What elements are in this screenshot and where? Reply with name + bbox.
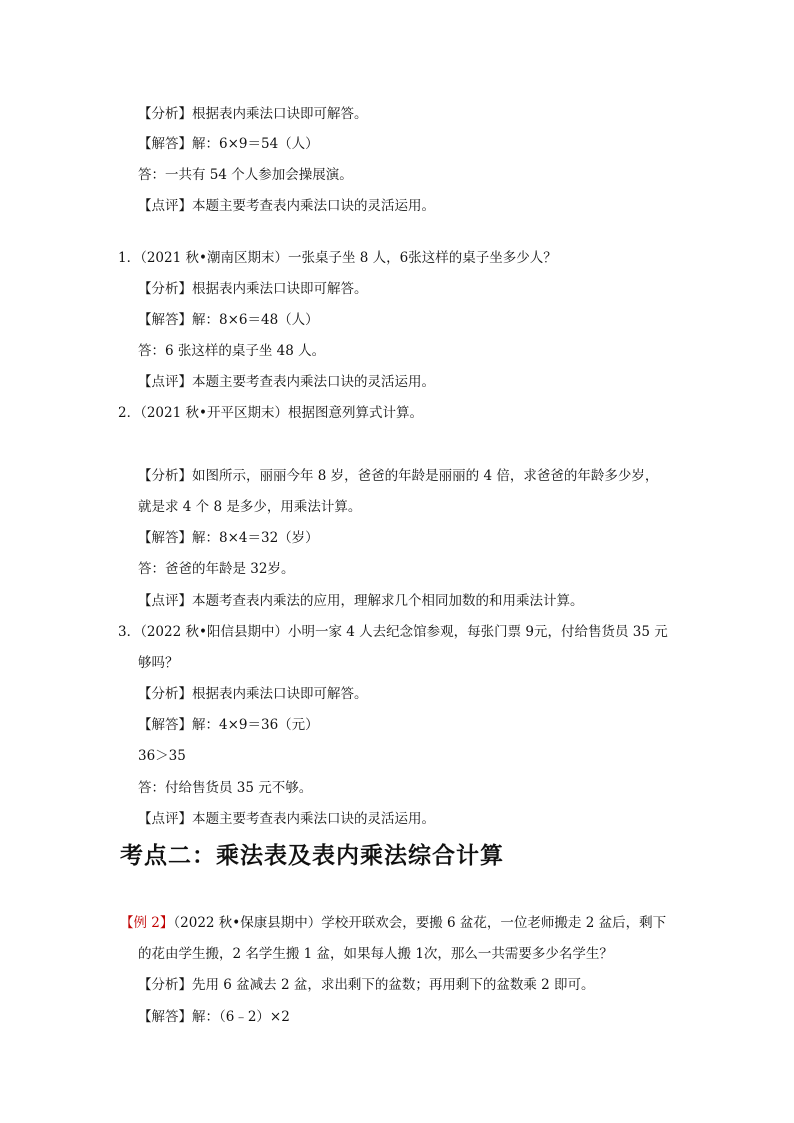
question-1-stem: 1．（2021 秋•潮南区期末）一张桌子坐 8 人，6张这样的桌子坐多少人？ <box>118 250 557 266</box>
example-stem-text: （2022 秋•保康县期中）学校开联欢会，要搬 6 盆花，一位老师搬走 2 盆后，剩下 <box>173 915 667 931</box>
analysis-text: 先用 6 盆减去 2 盆，求出剩下的盆数；再用剩下的盆数乘 2 即可。 <box>192 977 595 993</box>
comment-label: 点评 <box>151 811 179 827</box>
comment-line: 【点评】本题主要考查表内乘法口诀的灵活运用。 <box>138 811 435 827</box>
analysis-line: 【分析】先用 6 盆减去 2 盆，求出剩下的盆数；再用剩下的盆数乘 2 即可。 <box>138 977 595 993</box>
answer-label: 解答 <box>151 136 179 152</box>
analysis-label: 分析 <box>151 686 179 702</box>
analysis-continuation: 就是求 4 个 8 是多少，用乘法计算。 <box>138 499 362 515</box>
section-heading: 考点二：乘法表及表内乘法综合计算 <box>120 843 504 869</box>
analysis-line: 【分析】根据表内乘法口诀即可解答。 <box>138 106 368 122</box>
comment-line: 【点评】本题考查表内乘法的应用，理解求几个相同加数的和用乘法计算。 <box>138 593 584 609</box>
question-3-stem-continuation: 够吗？ <box>138 655 179 671</box>
answer-line: 【解答】解：8×4＝32（岁） <box>138 530 319 546</box>
analysis-text: 根据表内乘法口诀即可解答。 <box>192 281 368 297</box>
solution-text: 解：8×4＝32（岁） <box>192 530 319 546</box>
solution-text: 解：（6﹣2）×2 <box>192 1009 290 1025</box>
comment-text: 本题主要考查表内乘法口诀的灵活运用。 <box>192 198 435 214</box>
reply-text: 答：付给售货员 35 元不够。 <box>138 780 313 796</box>
comment-text: 本题主要考查表内乘法口诀的灵活运用。 <box>192 811 435 827</box>
solution-text: 解：6×9＝54（人） <box>192 136 319 152</box>
reply-text: 答：一共有 54 个人参加会操展演。 <box>138 167 353 183</box>
comment-text: 本题主要考查表内乘法口诀的灵活运用。 <box>192 374 435 390</box>
comment-label: 点评 <box>151 374 179 390</box>
analysis-label: 分析 <box>151 106 179 122</box>
comment-line: 【点评】本题主要考查表内乘法口诀的灵活运用。 <box>138 374 435 390</box>
analysis-text: 根据表内乘法口诀即可解答。 <box>192 106 368 122</box>
comment-label: 点评 <box>151 593 179 609</box>
example-label: 例 2 <box>133 915 160 931</box>
question-2-stem: 2．（2021 秋•开平区期末）根据图意列算式计算。 <box>118 405 423 421</box>
reply-text: 答：6 张这样的桌子坐 48 人。 <box>138 343 326 359</box>
answer-label: 解答 <box>151 1009 179 1025</box>
answer-label: 解答 <box>151 530 179 546</box>
example-2-stem-continuation: 的花由学生搬，2 名学生搬 1 盆，如果每人搬 1次，那么一共需要多少名学生？ <box>138 946 613 962</box>
analysis-line: 【分析】根据表内乘法口诀即可解答。 <box>138 281 368 297</box>
answer-label: 解答 <box>151 312 179 328</box>
analysis-label: 分析 <box>151 281 179 297</box>
comparison-text: 36＞35 <box>138 748 186 764</box>
answer-label: 解答 <box>151 717 179 733</box>
solution-text: 解：4×9＝36（元） <box>192 717 319 733</box>
analysis-label: 分析 <box>151 977 179 993</box>
analysis-text: 根据表内乘法口诀即可解答。 <box>192 686 368 702</box>
comment-line: 【点评】本题主要考查表内乘法口诀的灵活运用。 <box>138 198 435 214</box>
solution-text: 解：8×6＝48（人） <box>192 312 319 328</box>
analysis-line: 【分析】根据表内乘法口诀即可解答。 <box>138 686 368 702</box>
answer-line: 【解答】解：8×6＝48（人） <box>138 312 319 328</box>
answer-line: 【解答】解：6×9＝54（人） <box>138 136 319 152</box>
comment-label: 点评 <box>151 198 179 214</box>
example-2-stem: 【例 2】（2022 秋•保康县期中）学校开联欢会，要搬 6 盆花，一位老师搬走 2 盆后，剩下 <box>120 915 667 931</box>
analysis-line: 【分析】如图所示，丽丽今年 8 岁，爸爸的年龄是丽丽的 4 倍，求爸爸的年龄多少岁， <box>138 468 659 484</box>
question-3-stem: 3．（2022 秋•阳信县期中）小明一家 4 人去纪念馆参观，每张门票 9元，付给售货员 35 元 <box>118 624 668 640</box>
comment-text: 本题考查表内乘法的应用，理解求几个相同加数的和用乘法计算。 <box>192 593 584 609</box>
analysis-label: 分析 <box>151 468 179 484</box>
analysis-text: 如图所示，丽丽今年 8 岁，爸爸的年龄是丽丽的 4 倍，求爸爸的年龄多少岁， <box>192 468 659 484</box>
answer-line: 【解答】解：4×9＝36（元） <box>138 717 319 733</box>
answer-line: 【解答】解：（6﹣2）×2 <box>138 1009 290 1025</box>
reply-text: 答：爸爸的年龄是 32岁。 <box>138 561 295 577</box>
